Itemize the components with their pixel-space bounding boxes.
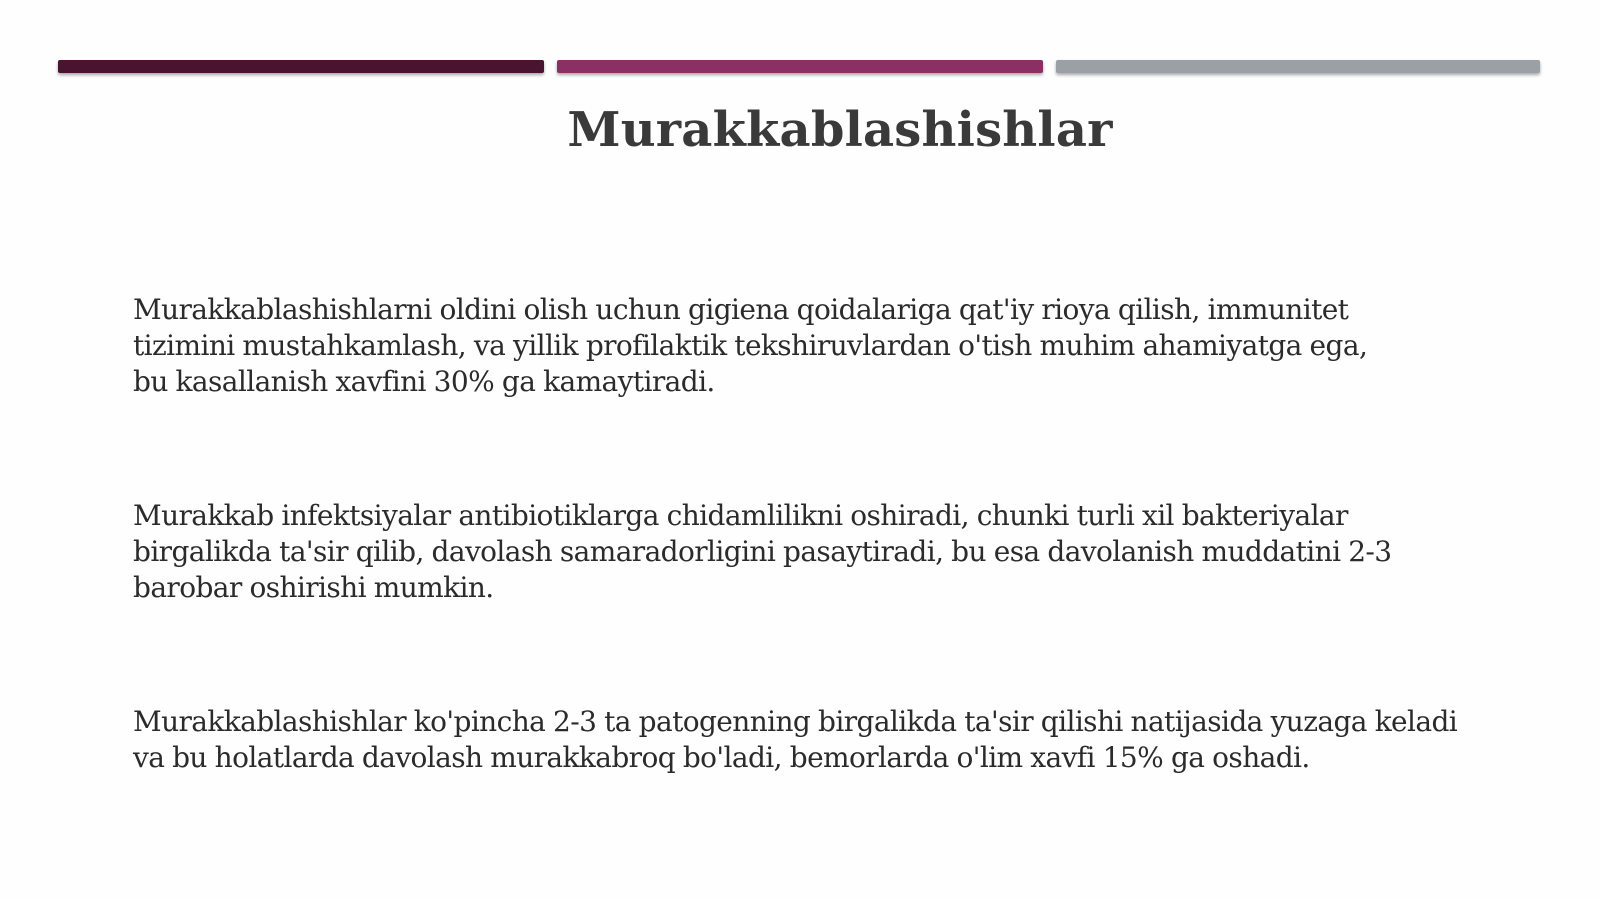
- accent-bars: [58, 60, 1540, 73]
- paragraph-prevention: Murakkablashishlarni oldini olish uchun gigiena qoidalariga qat'iy rioya qilish, immunitet tizimini mustahkamlash, va yillik profilaktik tekshiruvlardan o'tish muhim ahamiyatga ega, bu kasallanish xavfini 30% ga kamaytiradi.: [133, 293, 1368, 398]
- paragraph-pathogens: Murakkablashishlar ko'pincha 2-3 ta patogenning birgalikda ta'sir qilishi natijasida yuzaga keladi va bu holatlarda davolash murakkabroq bo'ladi, bemorlarda o'lim xavfi 15% ga oshadi.: [133, 705, 1458, 774]
- paragraph-resistance: Murakkab infektsiyalar antibiotiklarga chidamlilikni oshiradi, chunki turli xil bakteriyalar birgalikda ta'sir qilib, davolash samaradorligini pasaytiradi, bu esa davolanish muddatini 2-3 barobar oshirishi mumkin.: [133, 499, 1392, 604]
- slide-title: Murakkablashishlar: [567, 102, 1113, 158]
- accent-bar-magenta: [557, 60, 1043, 73]
- accent-bar-dark: [58, 60, 544, 73]
- accent-bar-gray: [1056, 60, 1540, 73]
